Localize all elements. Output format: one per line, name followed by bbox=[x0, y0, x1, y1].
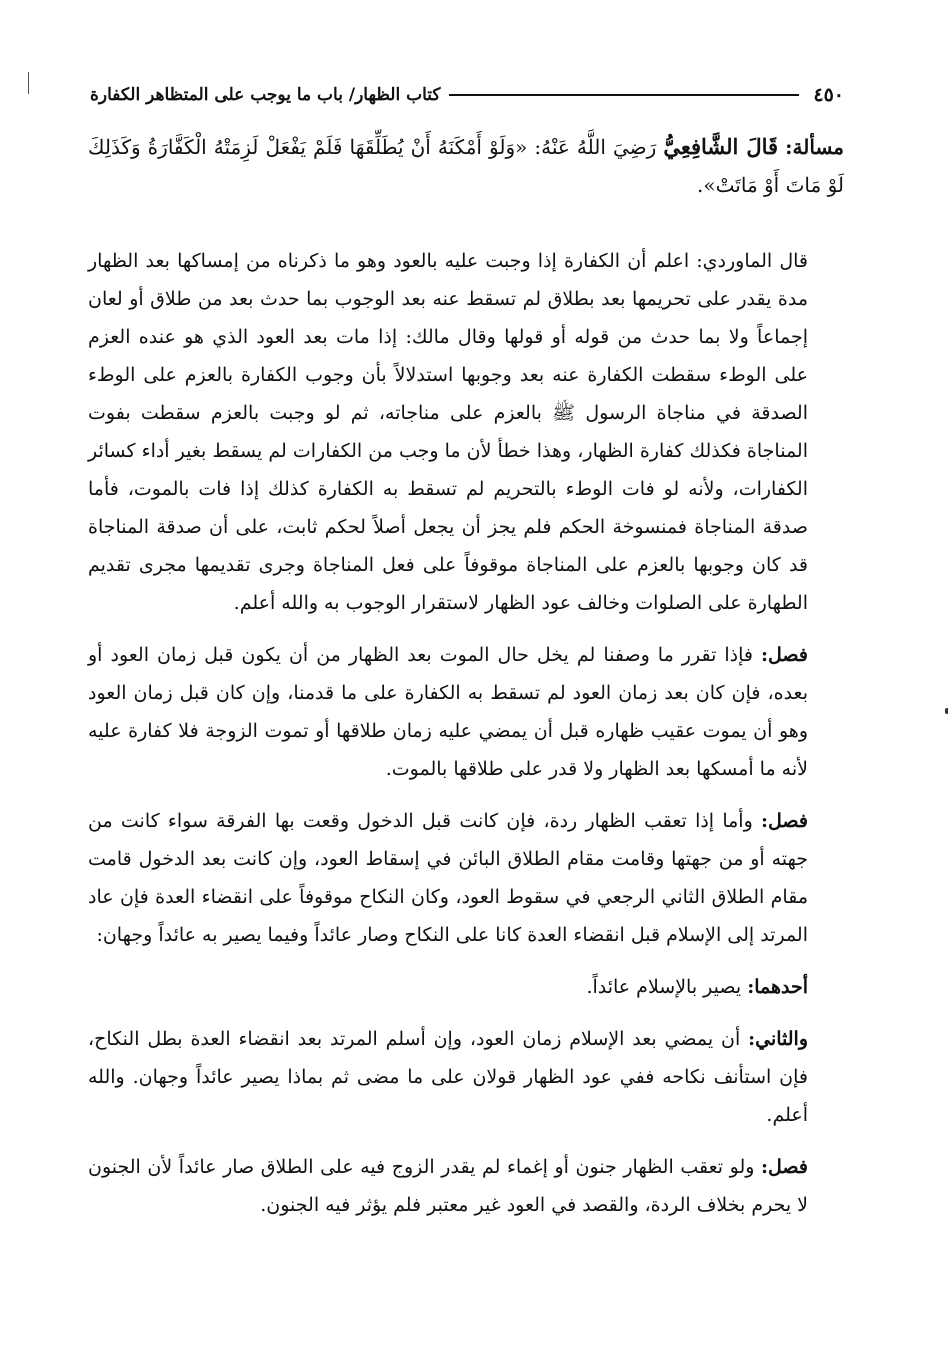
margin-mark bbox=[28, 72, 29, 94]
masala-label: مسألة: bbox=[785, 135, 845, 159]
masala-quote: «وَلَوْ أَمْكَنَهُ أَنْ يُطَلِّقَهَا فَلَمْ يَفْعَلْ لَزِمَتْهُ الْكَفَّارَةُ وَكَذَلِكَ لَوْ مَاتَ أَوْ مَاتَتْ». bbox=[88, 135, 844, 197]
masala-speaker: قَالَ الشَّافِعِيُّ bbox=[663, 134, 779, 159]
paragraph-text: يصير بالإسلام عائداً. bbox=[586, 976, 742, 998]
paragraph-text: ولو تعقب الظهار جنون أو إغماء لم يقدر الزوج فيه على الطلاق صار عائداً لأن الجنون لا يحرم بخلاف الردة، والقصد في العود غير معتبر فلم يؤثر فيه الجنون. bbox=[88, 1156, 808, 1216]
header-rule bbox=[449, 94, 800, 96]
body-paragraph-first-view bbox=[88, 968, 844, 1006]
paragraph-text: قال الماوردي: اعلم أن الكفارة إذا وجبت عليه بالعود وهو ما ذكرناه من إمساكها بعد الظهار مدة يقدر على تحريمها بعد بطلاق لم تسقط عنه بعد الوجوب بما حدث بعد من طلاق أو لعان إجماعاً ولا بما حدث من قوله أو قولها وقال مالك: إذا مات بعد العود الذي هو عنده العزم على الوطء سقطت الكفارة عنه بعد وجوبها استدلالاً بأن وجوب الكفارة بالعزم على الوطء الصدقة في مناجاة الرسول ﷺ بالعزم على مناجاته، ثم لو وجبت بالعزم سقطت بفوت المناجاة فكذلك كفارة الظهار، وهذا خطأ لأن ما وجب من الكفارات لم يسقط بغير أداء كسائر الكفارات، ولأنه لو فات الوطء بالتحريم لم تسقط به الكفارة كذلك إذا فات بالموت، فأما صدقة المناجاة فمنسوخة الحكم فلم يجز أن يجعل أصلاً لحكم ثابت، على أن صدقة المناجاة قد كان وجوبها بالعزم على المناجاة موقوفاً على فعل المناجاة وجرى تقديمها مجرى تقديم الطهارة على الصلوات وخالف عود الظهار لاستقرار الوجوب به والله أعلم. bbox=[88, 250, 808, 614]
page-header bbox=[90, 78, 844, 112]
paragraph-term: والثاني: bbox=[748, 1028, 808, 1050]
paragraph-text: أن يمضي بعد الإسلام زمان العود، وإن أسلم المرتد بعد انقضاء العدة بطل النكاح، فإن استأنف نكاحه ففي عود الظهار قولان على ما مضى ثم بماذا يصير عائداً وجهان. والله أعلم. bbox=[88, 1028, 808, 1126]
body-paragraph-second-view bbox=[88, 1020, 844, 1134]
body-paragraph-mawardi bbox=[88, 242, 844, 622]
paragraph-term: فصل: bbox=[761, 810, 808, 832]
body-paragraph-fasl-3 bbox=[88, 1148, 844, 1224]
masala-honorific: رَضِيَ اللَّهُ عَنْهُ: bbox=[534, 135, 657, 159]
masala-paragraph bbox=[88, 128, 844, 204]
body-paragraph-fasl-1 bbox=[88, 636, 844, 788]
paragraph-term: فصل: bbox=[761, 1156, 808, 1178]
page-body bbox=[88, 128, 844, 1238]
body-paragraph-fasl-2 bbox=[88, 802, 844, 954]
running-title: كتاب الظهار/ باب ما يوجب على المتظاهر الكفارة bbox=[90, 85, 441, 105]
page-number: ٤٥٠ bbox=[813, 84, 844, 106]
paragraph-term: فصل: bbox=[761, 644, 808, 666]
paragraph-term: أحدهما: bbox=[747, 976, 808, 998]
paragraph-text: وأما إذا تعقب الظهار ردة، فإن كانت قبل الدخول وقعت بها الفرقة سواء كانت من جهته أو من جهتها وقامت مقام الطلاق البائن في إسقاط العود، وإن كانت بعد الدخول قامت مقام الطلاق الثاني الرجعي في سقوط العود، وكان النكاح موقوفاً على انقضاء العدة فإن عاد المرتد إلى الإسلام قبل انقضاء العدة كانا على النكاح وصار عائداً وفيما يصير به عائداً وجهان: bbox=[88, 810, 808, 946]
paragraph-text: فإذا تقرر ما وصفنا لم يخل حال الموت بعد الظهار من أن يكون قبل زمان العود أو بعده، فإن كان بعد زمان العود لم تسقط به الكفارة على ما قدمنا، وإن كان قبل زمان العود وهو أن يموت عقيب ظهاره قبل أن يمضي عليه زمان طلاقها أو تموت الزوجة فلا كفارة عليه لأنه ما أمسكها بعد الظهار ولا قدر على طلاقها بالموت. bbox=[88, 644, 808, 780]
